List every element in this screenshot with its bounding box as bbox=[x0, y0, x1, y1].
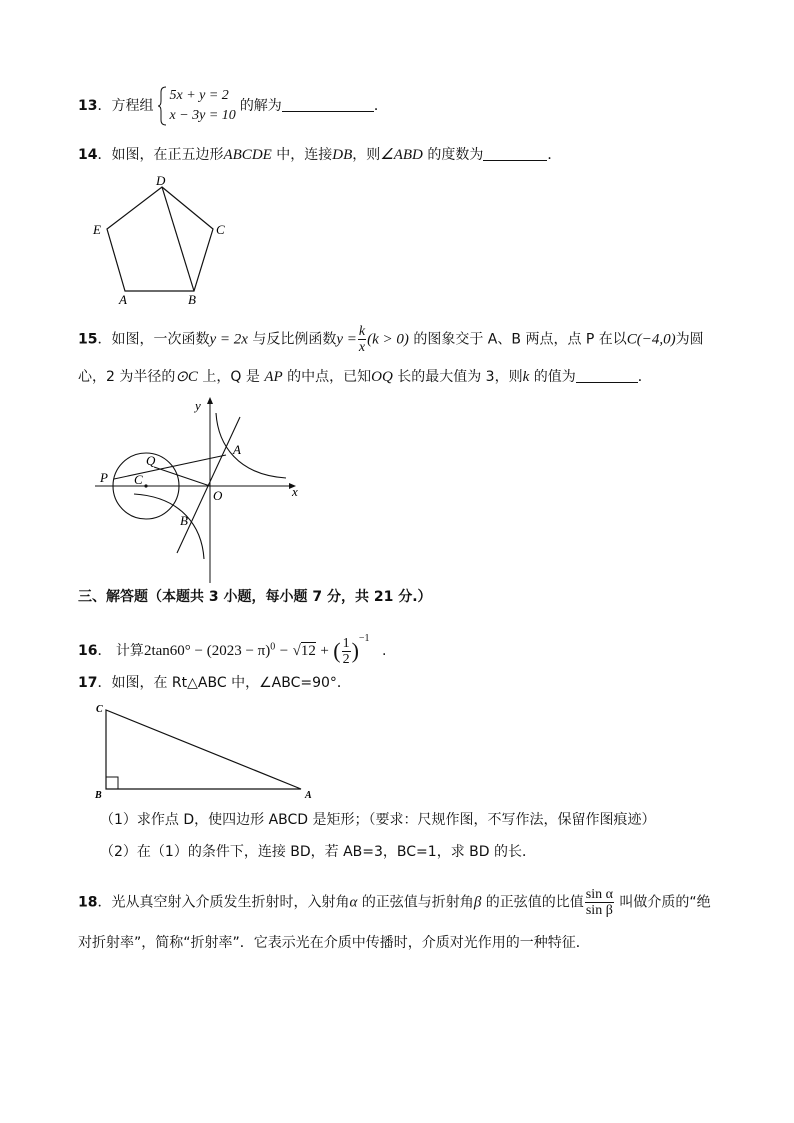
label-c: C bbox=[134, 472, 143, 487]
fraction-one-half: $\frac{1}{2}$ bbox=[342, 635, 350, 667]
equation-system bbox=[157, 86, 235, 126]
label-c: C bbox=[96, 704, 103, 715]
label-b: B bbox=[95, 790, 102, 801]
fraction-k-over-x: $\frac{k}{x}$ bbox=[358, 324, 366, 355]
question-17-part-1: （1）求作点 D，使四边形 ABCD 是矩形；（要求：尺规作图，不写作法，保留作图痕迹） bbox=[100, 812, 656, 828]
question-number: 15 bbox=[78, 331, 98, 348]
y-axis-arrow bbox=[207, 397, 213, 404]
question-14: 14．如图，在正五边形ABCDE 中，连接DB，则∠ABD 的度数为 ． bbox=[78, 147, 562, 163]
label-e: E bbox=[93, 222, 101, 237]
answer-blank[interactable] bbox=[483, 146, 547, 161]
equation-2: x − 3y = 10 bbox=[169, 108, 236, 123]
equation-1: 5x + y = 2 bbox=[169, 88, 229, 103]
question-18-line-1: 18．光从真空射入介质发生折射时，入射角α 的正弦值与折射角β 的正弦值的比值 $\frac{\text{sin α}}{\text{sin β}}$ 叫做介质的“绝 bbox=[78, 887, 711, 918]
answer-blank[interactable] bbox=[282, 97, 374, 112]
answer-blank[interactable] bbox=[576, 368, 638, 383]
question-15-line-2: 心，2 为半径的⊙C 上，Q 是 AP 的中点，已知OQ 长的最大值为 3，则k 的值为 ． bbox=[78, 369, 652, 385]
triangle-figure bbox=[90, 700, 330, 802]
label-a: A bbox=[119, 292, 127, 307]
question-number: 17 bbox=[78, 675, 98, 691]
question-number: 16 bbox=[78, 643, 98, 659]
right-angle-mark bbox=[106, 777, 118, 789]
question-15-line-1: 15．如图，一次函数y = 2x 与反比例函数y = $\frac{k}{x}$ (k > 0) 的图象交于 A、B 两点，点 P 在以C(−4,0)为圆 bbox=[78, 324, 704, 355]
label-p: P bbox=[100, 470, 108, 485]
label-x: x bbox=[292, 484, 298, 499]
label-a: A bbox=[305, 790, 312, 801]
question-16: 16． 计算$2\tan 60^\circ - (2023 - \pi)^0 - √12$ + ( $\frac{1}{2}$ )$^{-1}$ . bbox=[78, 633, 387, 667]
pentagon-figure bbox=[90, 172, 240, 307]
hyperbola-branch-2 bbox=[134, 494, 204, 559]
segment-oq bbox=[154, 467, 210, 486]
label-d: D bbox=[156, 173, 166, 188]
label-y: y bbox=[195, 398, 201, 413]
segment-db bbox=[162, 187, 194, 291]
question-17-part-2: （2）在（1）的条件下，连接 BD，若 AB=3，BC=1，求 BD 的长． bbox=[100, 844, 536, 860]
question-number: 18 bbox=[78, 894, 98, 911]
segment-pa bbox=[114, 455, 226, 479]
fraction-sin-ratio: $\frac{\text{sin α}}{\text{sin β}}$ bbox=[585, 887, 613, 918]
point-c bbox=[144, 484, 147, 487]
question-17: 17．如图，在 Rt△ABC 中，∠ABC=90°． bbox=[78, 675, 351, 691]
pentagon-shape bbox=[107, 187, 213, 291]
question-18-line-2: 对折射率”，简称“折射率”．它表示光在介质中传播时，介质对光作用的一种特征． bbox=[78, 935, 590, 951]
label-a: A bbox=[233, 442, 241, 457]
label-c: C bbox=[216, 222, 225, 237]
function-graph-figure bbox=[90, 393, 310, 588]
label-o: O bbox=[213, 488, 223, 503]
label-q: Q bbox=[146, 453, 156, 468]
question-13: 13．方程组 5x + y = 2 x − 3y = 10 的解为 ． bbox=[78, 86, 388, 126]
section-title: 三、解答题（本题共 3 小题，每小题 7 分，共 21 分.） bbox=[78, 589, 432, 605]
label-b: B bbox=[180, 513, 188, 528]
question-number: 14 bbox=[78, 147, 98, 163]
brace-icon bbox=[157, 86, 167, 126]
sqrt-expression: √12 bbox=[292, 643, 316, 659]
label-b: B bbox=[188, 292, 196, 307]
triangle-abc bbox=[106, 710, 301, 789]
question-number: 13 bbox=[78, 98, 98, 114]
